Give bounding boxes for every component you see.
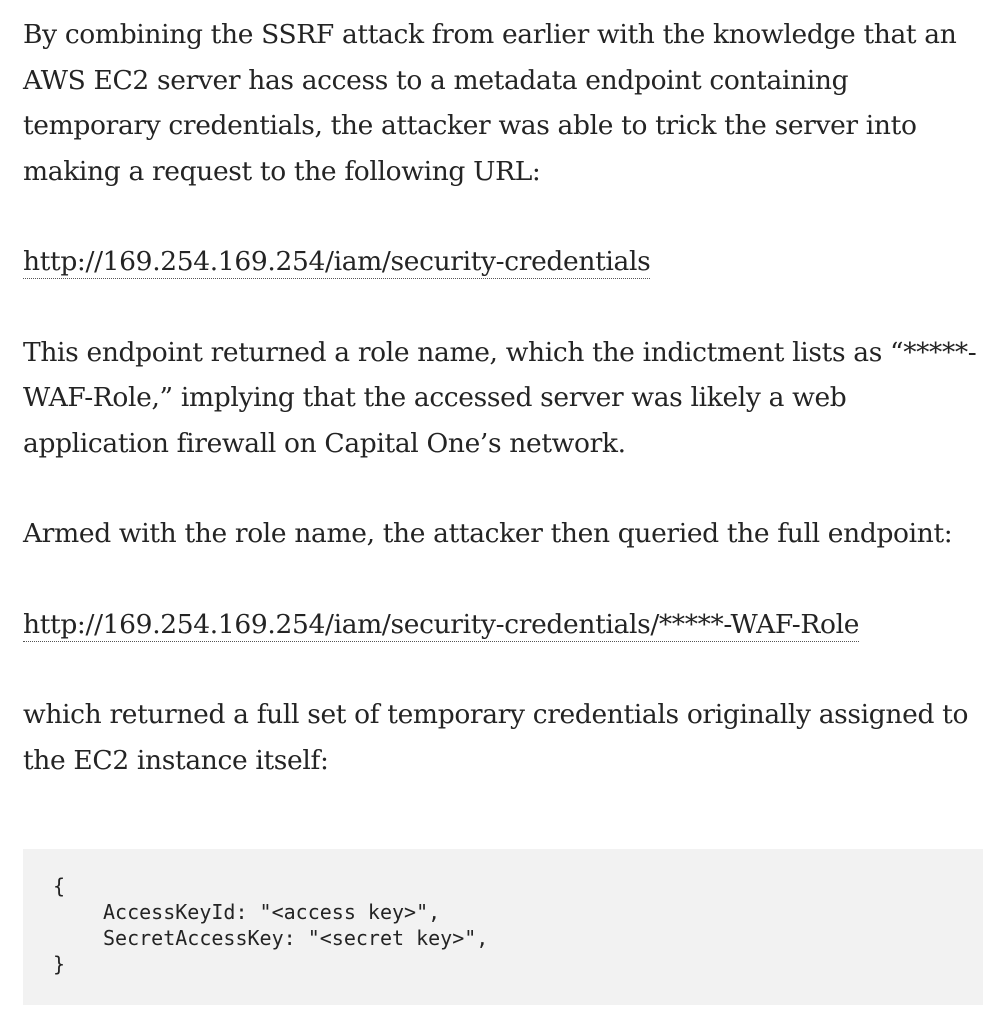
paragraph-role-name: This endpoint returned a role name, which the indictment lists as “*****-WAF-Role,” implying that the accessed server was likely a web application firewall on Capital One’s network. [23,336,977,459]
paragraph-armed: Armed with the role name, the attacker then queried the full endpoint: [23,518,953,549]
code-open-brace: { [53,874,66,898]
code-close-brace: } [53,952,66,976]
paragraph-credentials-returned: which returned a full set of temporary credentials originally assigned to the EC2 instance itself: [23,699,969,776]
article-body [23,12,983,828]
role-credentials-url-link[interactable]: http://169.254.169.254/iam/security-credentials/*****-WAF-Role [23,608,860,640]
code-secret-key-line: SecretAccessKey: "<secret key>", [103,926,489,950]
paragraph-ssrf-intro: By combining the SSRF attack from earlier with the knowledge that an AWS EC2 server has access to a metadata endpoint containing temporary credentials, the attacker was able to trick the server into making a request to the following URL: [23,19,957,187]
paragraph-url-2 [23,602,983,648]
metadata-url-link[interactable]: http://169.254.169.254/iam/security-credentials [23,246,651,277]
code-block [23,849,983,1005]
code-access-key-line: AccessKeyId: "<access key>", [103,900,441,924]
paragraph-url-1 [23,239,983,285]
